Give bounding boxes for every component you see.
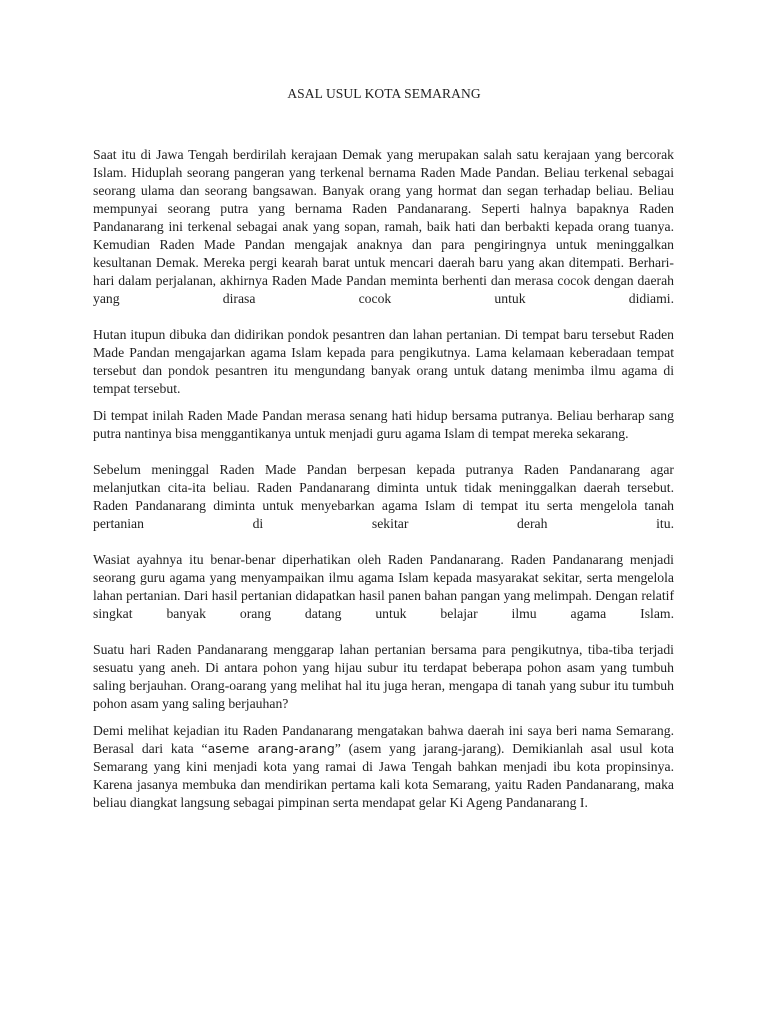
paragraph-4: Sebelum meninggal Raden Made Pandan berpesan kepada putranya Raden Pandanarang agar melanjutkan cita-ita beliau. Raden Pandanarang diminta untuk tidak meninggalkan daerah tersebut. Raden Pandanarang diminta untuk menyebarkan agama Islam di tempat itu serta mengelola tanah pertanian di sekitar derah itu. <box>93 462 674 531</box>
paragraph-5: Wasiat ayahnya itu benar-benar diperhatikan oleh Raden Pandanarang. Raden Pandanarang menjadi seorang guru agama yang menyampaikan ilmu agama Islam kepada masyarakat sekitar, serta mengelola lahan pertanian. Dari hasil pertanian didapatkan hasil panen bahan pangan yang melimpah. Dengan relatif singkat banyak orang datang untuk belajar ilmu agama Islam. <box>93 552 674 621</box>
paragraph-2: Hutan itupun dibuka dan didirikan pondok pesantren dan lahan pertanian. Di tempat baru tersebut Raden Made Pandan mengajarkan agama Islam kepada para pengikutnya. Lama kelamaan keberadaan tempat tersebut dan pondok pesantren itu mengundang banyak orang untuk datang menimba ilmu agama di tempat tersebut. <box>93 327 674 396</box>
paragraph-1: Saat itu di Jawa Tengah berdirilah kerajaan Demak yang merupakan salah satu kerajaan yang bercorak Islam. Hiduplah seorang pangeran yang terkenal bernama Raden Made Pandan. Beliau terkenal sebagai seorang ulama dan seorang bangsawan. Banyak orang yang hormat dan segan terhadap beliau. Beliau mempunyai seorang putra yang bernama Raden Pandanarang. Seperti halnya bapaknya Raden Pandanarang ini terkenal sebagai anak yang sopan, ramah, baik hati dan berbakti kepada orang tuanya. Kemudian Raden Made Pandan mengajak anaknya dan para pengiringnya untuk meninggalkan kesultanan Demak. Mereka pergi kearah barat untuk mencari daerah baru yang akan ditempati. Berhari-hari dalam perjalanan, akhirnya Raden Made Pandan meminta berhenti dan merasa cocok dengan daerah yang dirasa cocok untuk didiami. <box>93 147 674 306</box>
quoted-phrase: aseme arang-arang <box>207 741 335 756</box>
document-title: ASAL USUL KOTA SEMARANG <box>287 86 481 101</box>
paragraph-7-part-c: ” (asem yang jarang-jarang). Demikianlah asal usul kota Semarang yang kini menjadi kota yang ramai di Jawa Tengah bahkan menjadi ibu kota propinsinya. Karena jasanya membuka dan mendirikan pertama kali kota Semarang, yaitu Raden Pandanarang, maka beliau diangkat langsung sebagai pimpinan serta mendapat gelar Ki Ageng Pandanarang I. <box>93 741 674 810</box>
paragraph-7-part-a: Demi melihat kejadian itu Raden Pandanarang mengatakan bahwa daerah ini saya beri nama Semarang. Berasal dari kata “ <box>93 723 674 756</box>
paragraph-6: Suatu hari Raden Pandanarang menggarap lahan pertanian bersama para pengikutnya, tiba-tiba terjadi sesuatu yang aneh. Di antara pohon yang hijau subur itu terdapat beberapa pohon asam yang tumbuh saling berjauhan. Orang-oarang yang melihat hal itu juga heran, mengapa di tanah yang subur itu tumbuh pohon asam yang saling berjauhan? <box>93 642 674 711</box>
paragraph-7 <box>93 722 674 812</box>
paragraph-3: Di tempat inilah Raden Made Pandan merasa senang hati hidup bersama putranya. Beliau berharap sang putra nantinya bisa menggantikanya untuk menjadi guru agama Islam di tempat mereka sekarang. <box>93 408 674 441</box>
document-body <box>93 146 674 812</box>
